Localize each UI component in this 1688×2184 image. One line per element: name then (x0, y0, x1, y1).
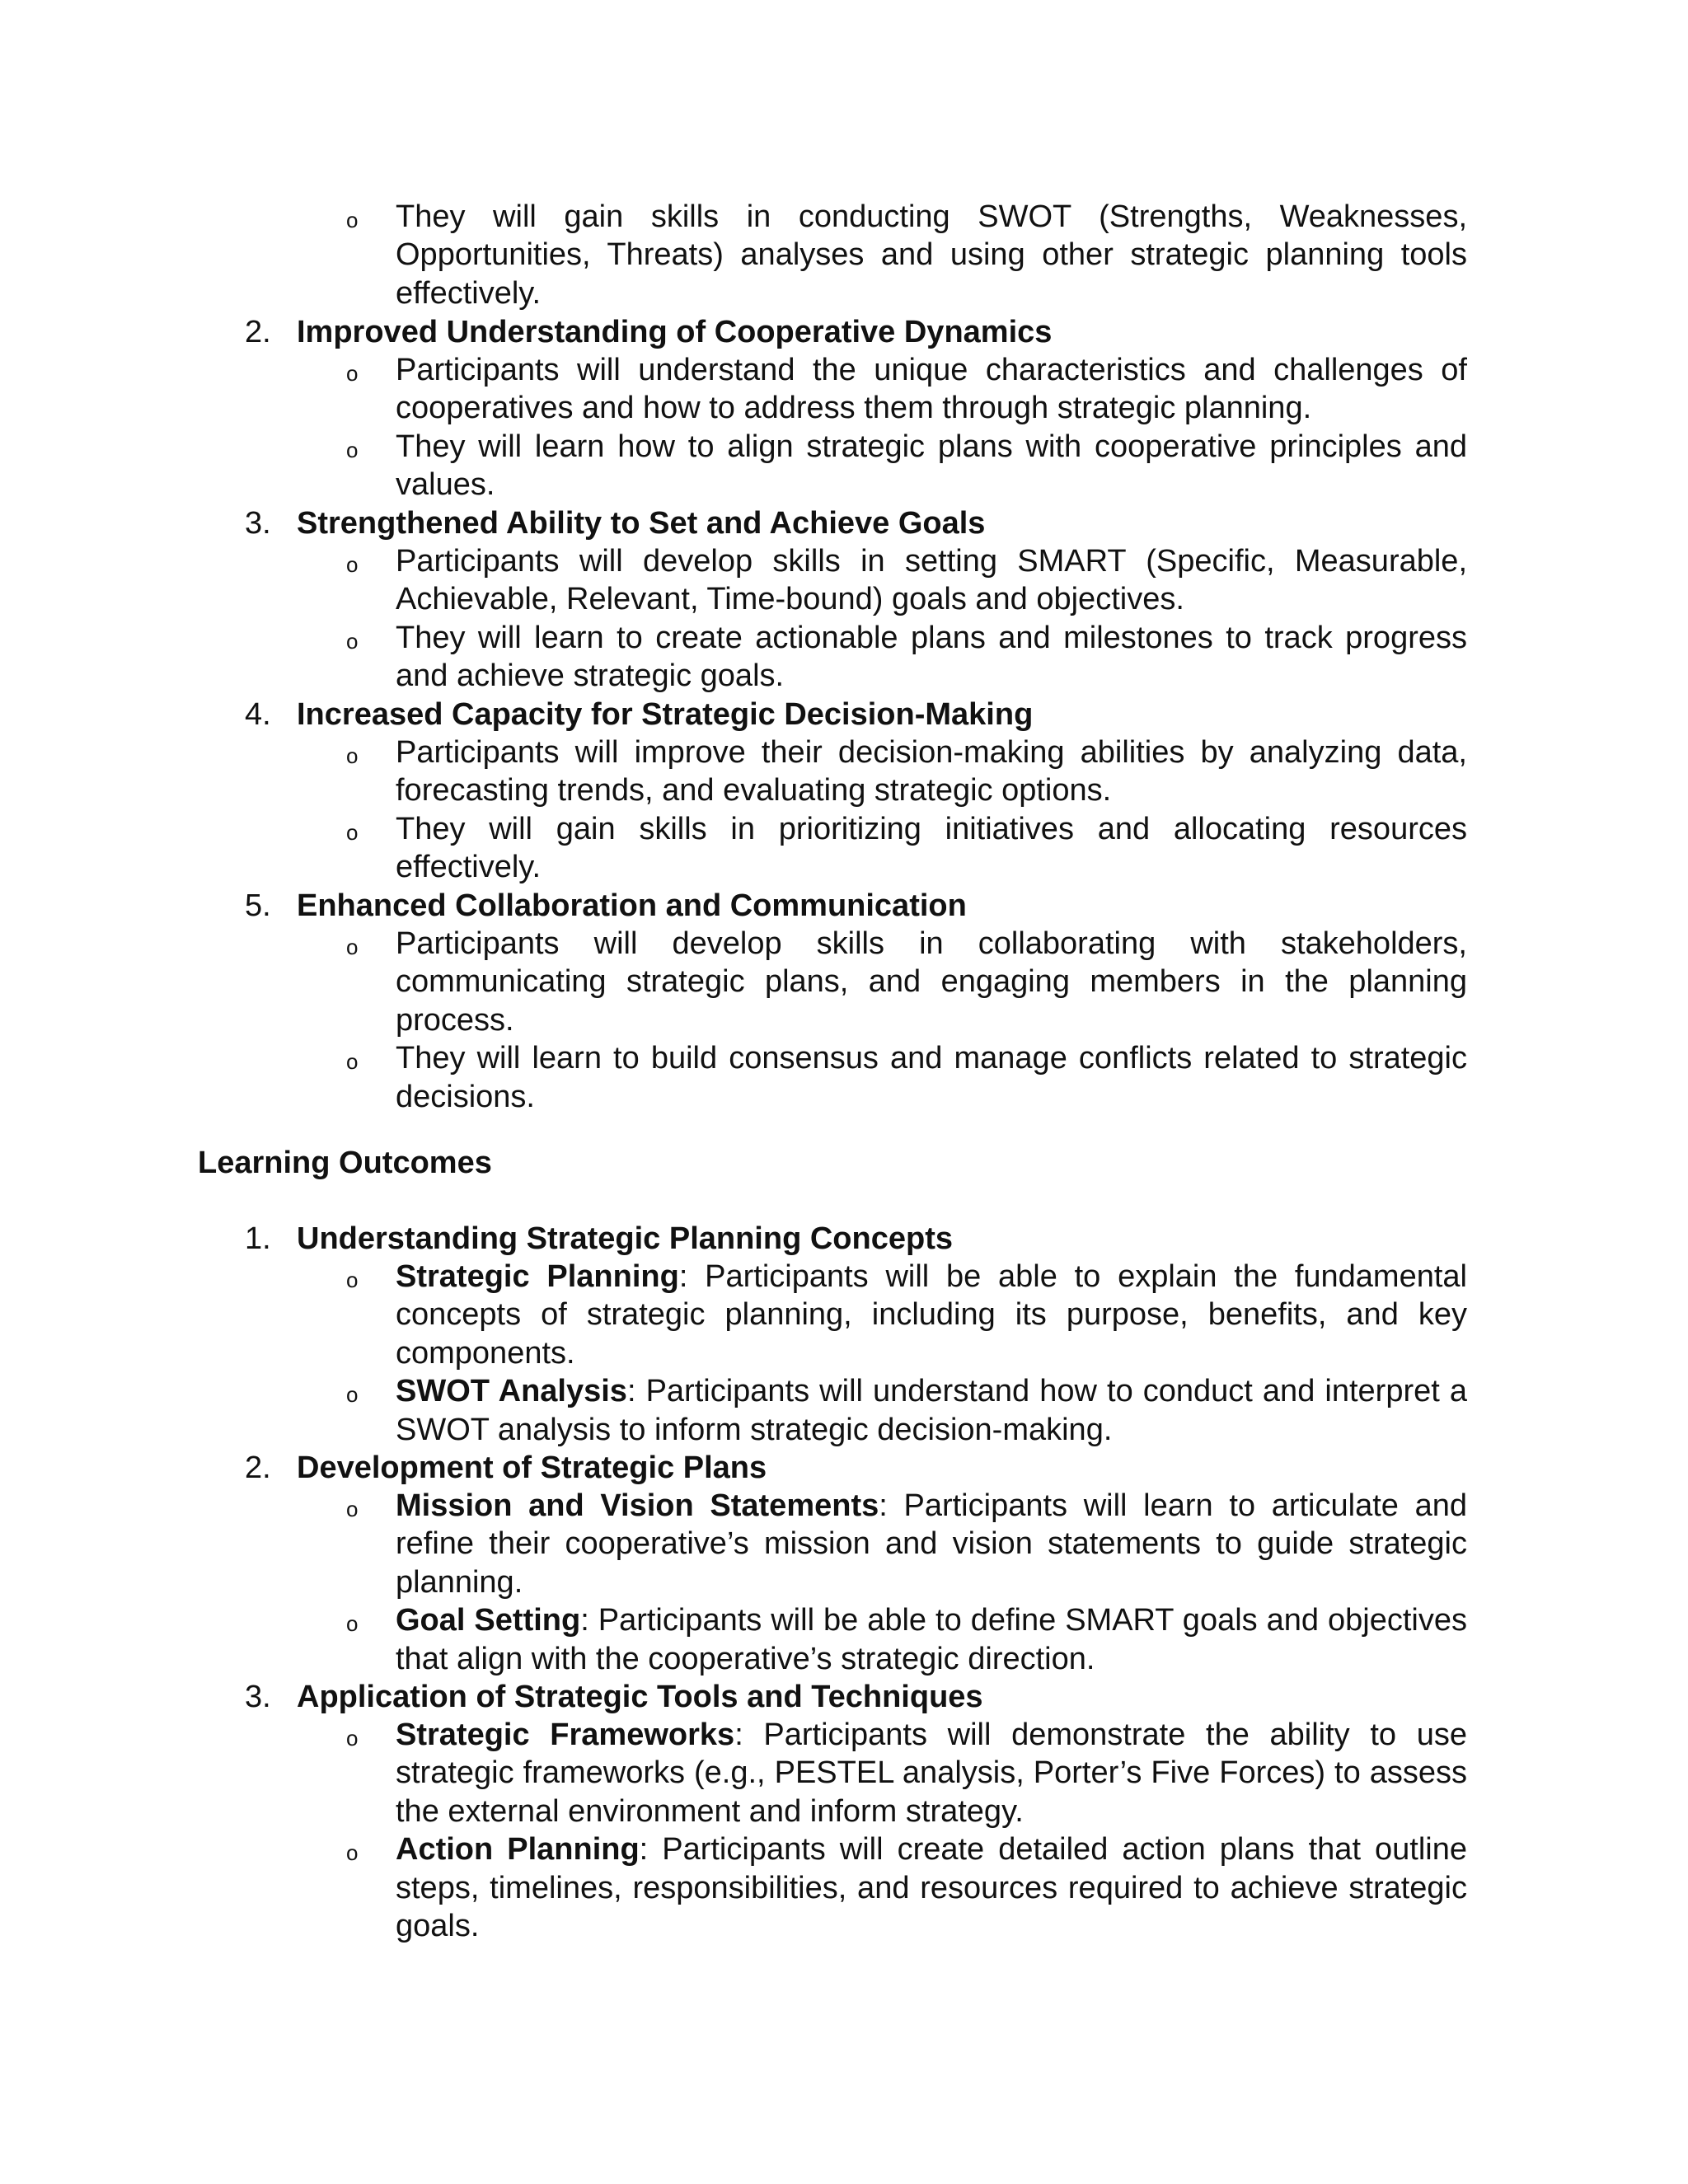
bullet-text: They will learn to create actionable plans and milestones to track progress and achieve strategic goals. (396, 620, 1467, 694)
list-item (0, 351, 1467, 428)
item-title: Strengthened Ability to Set and Achieve Goals (297, 506, 986, 541)
bullet-term: SWOT Analysis (396, 1374, 627, 1409)
bullet-description: : Participants will be able to define SMART goals and objectives that align with the cooperative’s strategic direction. (396, 1603, 1467, 1676)
bullet-text: They will learn to build consensus and manage conflicts related to strategic decisions. (396, 1041, 1467, 1114)
numbered-heading (0, 696, 1467, 733)
item-title: Development of Strategic Plans (297, 1451, 767, 1485)
numbered-heading (0, 887, 1467, 925)
numbered-heading (0, 313, 1467, 351)
bullet-text: They will gain skills in conducting SWOT (Strengths, Weaknesses, Opportunities, Threats) analyses and using other strategic planning tools effectively. (396, 199, 1467, 311)
numbered-heading (0, 1220, 1467, 1258)
bullet-text: Participants will improve their decision-making abilities by analyzing data, forecasting trends, and evaluating strategic options. (396, 735, 1467, 808)
numbered-heading (0, 1678, 1467, 1716)
bullet-icon: o (346, 819, 359, 845)
bullet-description: : Participants will create detailed action plans that outline steps, timelines, responsibilities, and resources required to achieve strategic goals. (396, 1832, 1467, 1944)
list-item (0, 925, 1467, 1039)
list-item (0, 198, 1467, 312)
bullet-icon: o (346, 1497, 359, 1521)
bullet-text: Participants will understand the unique characteristics and challenges of cooperatives and how to address them through strategic planning. (396, 353, 1467, 426)
bullet-text: Participants will develop skills in collaborating with stakeholders, communicating strategic plans, and engaging members in the planning process. (396, 926, 1467, 1038)
list-item (0, 619, 1467, 696)
outcome-2 (0, 1449, 1688, 1678)
bullet-term: Mission and Vision Statements (396, 1488, 879, 1523)
list-item (0, 542, 1467, 619)
bullet-text (396, 1488, 1467, 1600)
list-item (0, 1372, 1467, 1449)
objective-3 (0, 504, 1688, 696)
item-title: Understanding Strategic Planning Concepts (297, 1221, 953, 1256)
bullet-text (396, 1259, 1467, 1371)
item-title: Enhanced Collaboration and Communication (297, 888, 967, 923)
bullet-icon: o (346, 437, 359, 462)
list-item (0, 1830, 1467, 1945)
bullet-icon: o (346, 1611, 359, 1637)
list-item (0, 810, 1467, 887)
objective-5 (0, 887, 1688, 1116)
bullet-icon: o (346, 628, 359, 654)
bullet-text (396, 1718, 1467, 1829)
outcome-3 (0, 1678, 1688, 1945)
bullet-text: Participants will develop skills in setting SMART (Specific, Measurable, Achievable, Relevant, Time-bound) goals and objectives. (396, 544, 1467, 617)
bullet-text (396, 1832, 1467, 1943)
item-title: Application of Strategic Tools and Techniques (297, 1680, 983, 1714)
objective-4 (0, 696, 1688, 887)
bullet-icon: o (346, 361, 359, 386)
bullet-icon: o (346, 1382, 359, 1408)
item-number: 3. (245, 1680, 271, 1714)
section-heading: Learning Outcomes (198, 1146, 492, 1180)
bullet-term: Strategic Frameworks (396, 1718, 735, 1752)
bullet-icon: o (346, 1726, 359, 1750)
list-item (0, 428, 1467, 504)
list-item (0, 1039, 1467, 1116)
bullet-icon: o (346, 552, 359, 577)
bullet-icon: o (346, 935, 359, 959)
numbered-heading (0, 504, 1467, 542)
list-item (0, 1258, 1467, 1372)
list-item (0, 1716, 1467, 1830)
item-number: 2. (245, 1451, 271, 1485)
bullet-term: Strategic Planning (396, 1259, 679, 1294)
bullet-text: They will gain skills in prioritizing initiatives and allocating resources effectively. (396, 811, 1467, 885)
bullet-term: Action Planning (396, 1832, 640, 1868)
bullet-description: : Participants will demonstrate the ability to use strategic frameworks (e.g., PESTEL analysis, Porter’s Five Forces) to assess the external environment and inform strategy. (396, 1718, 1467, 1829)
bullet-description: : Participants will learn to articulate and refine their cooperative’s mission and vision statements to guide strategic planning. (396, 1488, 1467, 1600)
list-item (0, 733, 1467, 810)
objective-2 (0, 313, 1688, 504)
bullet-term: Goal Setting (396, 1603, 581, 1638)
bullet-text (396, 1603, 1467, 1675)
bullet-text: They will learn how to align strategic plans with cooperative principles and values. (396, 429, 1467, 503)
item-title: Increased Capacity for Strategic Decision-Making (297, 697, 1034, 732)
list-item (0, 1487, 1467, 1601)
item-number: 4. (245, 697, 271, 732)
bullet-icon: o (346, 208, 359, 232)
bullet-icon: o (346, 743, 359, 768)
item-number: 3. (245, 506, 271, 541)
list-item (0, 1601, 1467, 1678)
item-number: 5. (245, 888, 271, 923)
item-number: 1. (245, 1221, 271, 1256)
bullet-icon: o (346, 1049, 359, 1075)
bullet-icon: o (346, 1268, 359, 1292)
bullet-description: : Participants will understand how to conduct and interpret a SWOT analysis to inform strategic decision-making. (396, 1374, 1467, 1447)
bullet-text (396, 1374, 1467, 1446)
outcome-1 (0, 1220, 1688, 1449)
item-title: Improved Understanding of Cooperative Dynamics (297, 315, 1053, 349)
continued-list (0, 198, 1688, 312)
numbered-heading (0, 1449, 1467, 1487)
bullet-description: : Participants will be able to explain the fundamental concepts of strategic planning, including its purpose, benefits, and key components. (396, 1259, 1467, 1371)
item-number: 2. (245, 315, 271, 349)
bullet-icon: o (346, 1840, 359, 1866)
